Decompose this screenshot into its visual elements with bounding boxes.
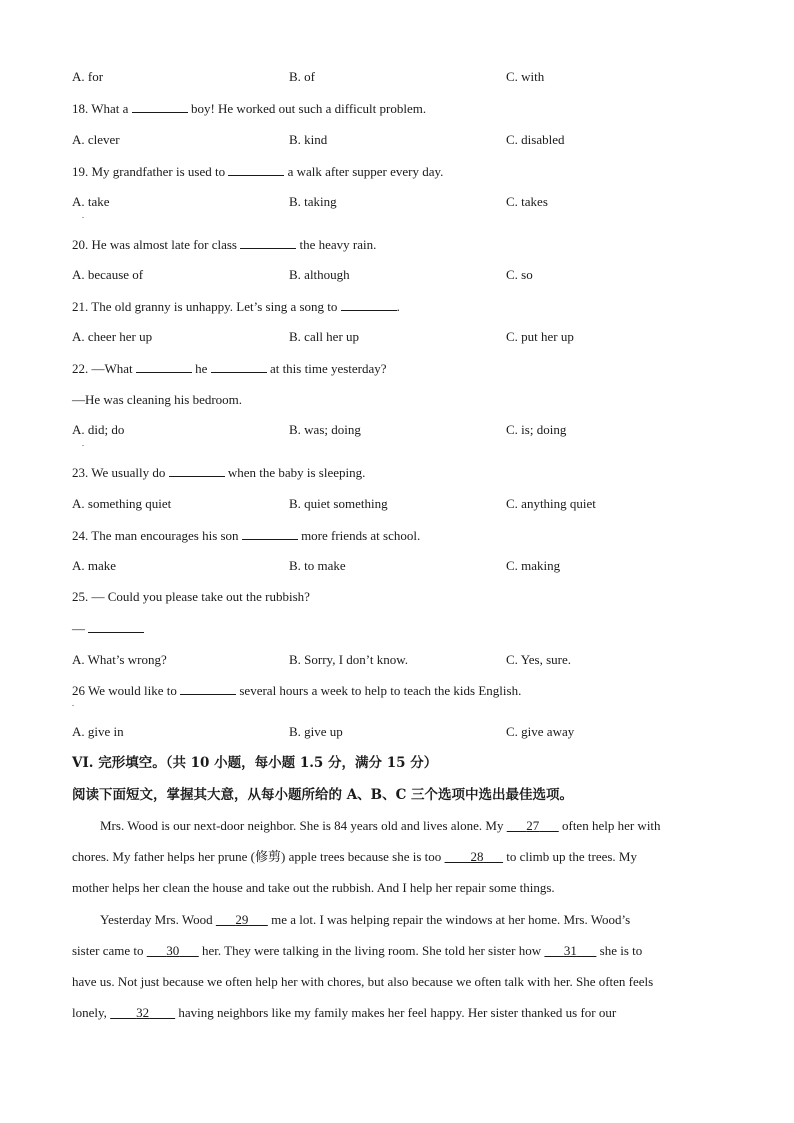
question-text: 26 We would like to bbox=[72, 683, 181, 698]
answer-blank bbox=[132, 100, 188, 113]
answer-blank bbox=[169, 464, 225, 477]
question-text: boy! He worked out such a difficult problem. bbox=[187, 101, 427, 116]
option-c: C. takes bbox=[506, 194, 548, 209]
answer-blank bbox=[211, 360, 267, 373]
option-a: A. cheer her up bbox=[72, 329, 153, 344]
question-25: 25. — Could you please take out the rubbish? bbox=[72, 589, 310, 604]
question-text: 21. The old granny is unhappy. Let’s sing a song to bbox=[72, 299, 341, 314]
option-c: C. anything quiet bbox=[506, 496, 596, 511]
option-b: B. call her up bbox=[289, 329, 360, 344]
passage-line: lonely, 32 having neighbors like my family makes her feel happy. Her sister thanked us for our bbox=[72, 1005, 617, 1020]
question-18 bbox=[72, 100, 426, 117]
cloze-blank-27: 27 bbox=[526, 818, 540, 833]
option-b: B. was; doing bbox=[289, 422, 361, 437]
cloze-blank-30: 30 bbox=[166, 943, 180, 958]
option-c: C. Yes, sure. bbox=[506, 652, 572, 667]
dot-mark: . bbox=[72, 699, 74, 708]
cloze-blank-29: 29 bbox=[235, 912, 249, 927]
question-26 bbox=[72, 682, 521, 699]
question-text: . bbox=[396, 299, 400, 314]
option-c: C. so bbox=[506, 267, 533, 282]
question-text: a walk after supper every day. bbox=[284, 164, 444, 179]
answer-blank bbox=[228, 163, 284, 176]
option-b: B. give up bbox=[289, 724, 343, 739]
option-b: B. Sorry, I don’t know. bbox=[289, 652, 409, 667]
cloze-blank-32: 32 bbox=[136, 1005, 150, 1020]
question-text: — bbox=[72, 621, 89, 636]
question-20 bbox=[72, 236, 376, 253]
option-a: A. because of bbox=[72, 267, 144, 282]
option-a: A. take bbox=[72, 194, 110, 209]
question-text: 23. We usually do bbox=[72, 465, 169, 480]
question-23 bbox=[72, 464, 365, 481]
answer-blank bbox=[180, 682, 236, 695]
passage-line: have us. Not just because we often help her with chores, but also because we often talk with her. She often feels bbox=[72, 974, 654, 989]
question-text: several hours a week to help to teach the kids English. bbox=[236, 683, 522, 698]
answer-blank bbox=[341, 298, 397, 311]
dialogue-line bbox=[72, 620, 144, 637]
option-b: B. although bbox=[289, 267, 350, 282]
question-22 bbox=[72, 360, 387, 377]
passage-line: mother helps her clean the house and take out the rubbish. And I help her repair some things. bbox=[72, 880, 555, 895]
question-text: he bbox=[191, 361, 211, 376]
question-21 bbox=[72, 298, 400, 315]
option-a: A. for bbox=[72, 69, 104, 84]
answer-blank bbox=[88, 620, 144, 633]
option-c: C. give away bbox=[506, 724, 575, 739]
option-c: C. is; doing bbox=[506, 422, 567, 437]
passage-line: sister came to 30 her. They were talking in the living room. She told her sister how 31 she is to bbox=[72, 943, 643, 958]
option-c: C. making bbox=[506, 558, 561, 573]
dot-mark: . bbox=[82, 211, 84, 220]
passage-line: Yesterday Mrs. Wood 29 me a lot. I was helping repair the windows at her home. Mrs. Wood’s bbox=[100, 912, 631, 927]
section-instruction: 阅读下面短文，掌握其大意，从每小题所给的 A、B、C 三个选项中选出最佳选项。 bbox=[72, 787, 574, 803]
passage-line: Mrs. Wood is our next-door neighbor. She is 84 years old and lives alone. My 27 often help her with bbox=[100, 818, 661, 833]
question-text: more friends at school. bbox=[297, 528, 421, 543]
section-title: VI. 完形填空。（共 10 小题，每小题 1.5 分，满分 15 分） bbox=[72, 755, 438, 771]
option-a: A. clever bbox=[72, 132, 120, 147]
question-19 bbox=[72, 163, 443, 180]
passage-line: chores. My father helps her prune (修剪) apple trees because she is too 28 to climb up the trees. My bbox=[72, 849, 637, 864]
option-c: C. put her up bbox=[506, 329, 574, 344]
question-text: at this time yesterday? bbox=[266, 361, 387, 376]
answer-blank bbox=[242, 527, 298, 540]
question-text: 18. What a bbox=[72, 101, 132, 116]
option-b: B. quiet something bbox=[289, 496, 388, 511]
option-b: B. kind bbox=[289, 132, 328, 147]
cloze-blank-31: 31 bbox=[563, 943, 577, 958]
option-b: B. taking bbox=[289, 194, 337, 209]
question-text: 19. My grandfather is used to bbox=[72, 164, 229, 179]
option-c: C. with bbox=[506, 69, 545, 84]
option-b: B. to make bbox=[289, 558, 346, 573]
option-b: B. of bbox=[289, 69, 315, 84]
cloze-blank-28: 28 bbox=[470, 849, 484, 864]
option-a: A. What’s wrong? bbox=[72, 652, 167, 667]
option-a: A. make bbox=[72, 558, 117, 573]
option-a: A. did; do bbox=[72, 422, 125, 437]
option-a: A. something quiet bbox=[72, 496, 172, 511]
option-c: C. disabled bbox=[506, 132, 565, 147]
dot-mark: . bbox=[82, 439, 84, 448]
question-text: 20. He was almost late for class bbox=[72, 237, 241, 252]
question-24 bbox=[72, 527, 420, 544]
question-text: when the baby is sleeping. bbox=[224, 465, 366, 480]
question-text: the heavy rain. bbox=[296, 237, 377, 252]
answer-blank bbox=[136, 360, 192, 373]
dialogue-line: —He was cleaning his bedroom. bbox=[72, 392, 243, 407]
option-a: A. give in bbox=[72, 724, 124, 739]
answer-blank bbox=[240, 236, 296, 249]
question-text: 24. The man encourages his son bbox=[72, 528, 242, 543]
question-text: 22. —What bbox=[72, 361, 136, 376]
